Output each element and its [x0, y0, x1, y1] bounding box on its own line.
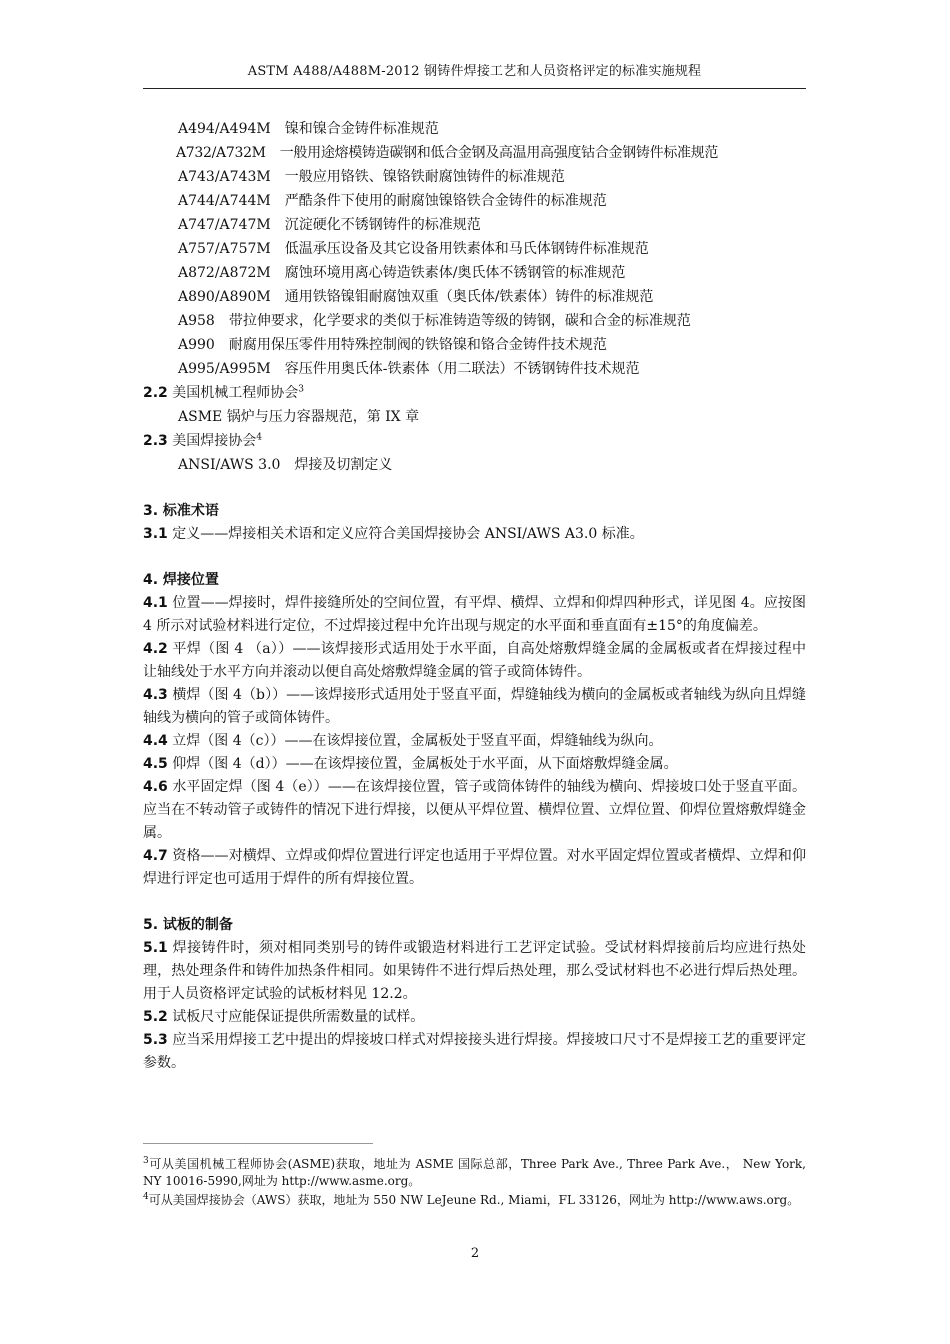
referenced-standards-list — [143, 117, 806, 381]
standard-item — [143, 357, 806, 381]
paragraph-number: 5.1 — [143, 940, 168, 956]
paragraph-number: 5.3 — [143, 1032, 168, 1048]
paragraph — [143, 937, 806, 1006]
paragraph — [143, 845, 806, 891]
standard-title: 带拉伸要求，化学要求的类似于标准铸造等级的铸钢，碳和合金的标准规范 — [228, 313, 691, 329]
paragraph-number: 3.1 — [143, 526, 168, 542]
standard-code: A990 — [178, 337, 215, 353]
paragraph — [143, 776, 806, 845]
paragraph — [143, 1006, 806, 1029]
section-2-2-heading — [143, 381, 806, 405]
paragraph-text: 水平固定焊（图 4（e））——在该焊接位置，管子或筒体铸件的轴线为横向、焊接坡口处于竖直平面。应当在不转动管子或铸件的情况下进行焊接，以便从平焊位置、横焊位置、立焊位置、仰焊位置熔敷焊缝金属。 — [143, 779, 807, 841]
standard-code: A744/A744M — [178, 193, 271, 209]
paragraph-text: 横焊（图 4（b））——该焊接形式适用处于竖直平面，焊缝轴线为横向的金属板或者轴线为纵向且焊缝轴线为横向的管子或筒体铸件。 — [143, 687, 806, 726]
paragraph — [143, 1029, 806, 1075]
footnote-text: 可从美国机械工程师协会(ASME)获取，地址为 ASME 国际总部，Three Park Ave., Three Park Ave.， New York, NY 10016-5990,网址为 http://www.asme.org。 — [143, 1157, 806, 1188]
paragraph-text: 位置——焊接时，焊件接缝所处的空间位置，有平焊、横焊、立焊和仰焊四种形式，详见图 4。应按图 4 所示对试验材料进行定位，不过焊接过程中允许出现与规定的水平面和垂直面有±15°的角度偏差。 — [143, 595, 807, 634]
section-2-3-item — [143, 453, 806, 477]
section-3-heading: 3. 标准术语 — [143, 503, 219, 519]
section-title: 美国机械工程师协会 — [172, 385, 299, 401]
paragraph-text: 资格——对横焊、立焊或仰焊位置进行评定也适用于平焊位置。对水平固定焊位置或者横焊、立焊和仰焊进行评定也可适用于焊件的所有焊接位置。 — [143, 848, 807, 887]
paragraph — [143, 753, 806, 776]
standard-title: 耐腐用保压零件用特殊控制阀的铁铬镍和铬合金铸件技术规范 — [228, 337, 607, 353]
standard-item — [143, 213, 806, 237]
standard-code: A747/A747M — [178, 217, 271, 233]
standard-code: ANSI/AWS 3.0 — [178, 457, 281, 473]
paragraph-number: 4.2 — [143, 641, 168, 657]
standard-item — [143, 117, 806, 141]
standard-code: A890/A890M — [178, 289, 271, 305]
running-header — [143, 62, 806, 89]
standard-code: A743/A743M — [178, 169, 271, 185]
footnote-divider — [143, 1143, 373, 1144]
section-number: 2.2 — [143, 385, 168, 401]
paragraph — [143, 638, 806, 684]
paragraph-text: 定义——焊接相关术语和定义应符合美国焊接协会 ANSI/AWS A3.0 标准。 — [172, 526, 644, 542]
paragraph — [143, 684, 806, 730]
standard-title: 容压件用奥氏体-铁素体（用二联法）不锈钢铸件技术规范 — [284, 361, 640, 377]
paragraph-number: 4.4 — [143, 733, 168, 749]
standard-code: A995/A995M — [178, 361, 271, 377]
paragraph — [143, 730, 806, 753]
standard-code: A732/A732M — [176, 145, 266, 161]
paragraph-text: 仰焊（图 4（d））——在该焊接位置，金属板处于水平面，从下面熔敷焊缝金属。 — [172, 756, 678, 772]
standard-title: 镍和镍合金铸件标准规范 — [284, 121, 439, 137]
paragraph-number: 4.6 — [143, 779, 168, 795]
paragraph-number: 5.2 — [143, 1009, 168, 1025]
standard-code: A757/A757M — [178, 241, 271, 257]
footnote-mark: 4 — [143, 1192, 149, 1202]
footnote-ref: 3 — [298, 384, 304, 395]
standard-code: A958 — [178, 313, 215, 329]
footnote-text: 可从美国焊接协会（AWS）获取，地址为 550 NW LeJeune Rd., Miami，FL 33126，网址为 http://www.aws.org。 — [148, 1193, 800, 1207]
footnote-ref: 4 — [256, 432, 262, 443]
standard-title: 焊接及切割定义 — [294, 457, 393, 473]
body-content — [143, 117, 806, 1075]
standard-item — [143, 333, 806, 357]
standard-item — [143, 285, 806, 309]
standard-item — [143, 261, 806, 285]
standard-item — [143, 237, 806, 261]
standard-item — [143, 165, 806, 189]
standard-title: 通用铁铬镍钼耐腐蚀双重（奥氏体/铁素体）铸件的标准规范 — [284, 289, 654, 305]
footnote-mark: 3 — [143, 1156, 149, 1166]
standard-item — [143, 141, 806, 165]
section-2-3-heading — [143, 429, 806, 453]
standard-code: A872/A872M — [178, 265, 271, 281]
paragraph-text: 立焊（图 4（c））——在该焊接位置，金属板处于竖直平面，焊缝轴线为纵向。 — [172, 733, 663, 749]
paragraph-number: 4.5 — [143, 756, 168, 772]
paragraph — [143, 523, 806, 546]
standard-title: 严酷条件下使用的耐腐蚀镍铬铁合金铸件的标准规范 — [284, 193, 607, 209]
standard-title: 沉淀硬化不锈钢铸件的标准规范 — [284, 217, 481, 233]
standard-title: 腐蚀环境用离心铸造铁素体/奥氏体不锈钢管的标准规范 — [284, 265, 626, 281]
paragraph — [143, 592, 806, 638]
standard-item — [143, 189, 806, 213]
standard-title: 一般用途熔模铸造碳钢和低合金钢及高温用高强度钴合金钢铸件标准规范 — [279, 145, 719, 161]
paragraph-number: 4.1 — [143, 595, 168, 611]
section-number: 2.3 — [143, 433, 168, 449]
standard-title: 一般应用铬铁、镍铬铁耐腐蚀铸件的标准规范 — [284, 169, 565, 185]
header-title: ASTM A488/A488M-2012 钢铸件焊接工艺和人员资格评定的标准实施规程 — [247, 64, 702, 79]
section-5-heading: 5. 试板的制备 — [143, 917, 233, 933]
standard-title: 低温承压设备及其它设备用铁素体和马氏体钢铸件标准规范 — [284, 241, 649, 257]
page-number: 2 — [470, 1246, 480, 1261]
paragraph-text: 平焊（图 4 （a））——该焊接形式适用处于水平面，自高处熔敷焊缝金属的金属板或者在焊接过程中让轴线处于水平方向并滚动以便自高处熔敷焊缝金属的管子或筒体铸件。 — [143, 641, 806, 680]
paragraph-text: 焊接铸件时，须对相同类别号的铸件或锻造材料进行工艺评定试验。受试材料焊接前后均应进行热处理，热处理条件和铸件加热条件相同。如果铸件不进行焊后热处理，那么受试材料也不必进行焊后热处理。用于人员资格评定试验的试板材料见 12.2。 — [143, 940, 807, 1002]
section-4-heading: 4. 焊接位置 — [143, 572, 219, 588]
paragraph-text: 试板尺寸应能保证提供所需数量的试样。 — [172, 1009, 425, 1025]
paragraph-text: 应当采用焊接工艺中提出的焊接坡口样式对焊接接头进行焊接。焊接坡口尺寸不是焊接工艺的重要评定参数。 — [143, 1032, 807, 1071]
paragraph-number: 4.3 — [143, 687, 168, 703]
footnote — [143, 1192, 806, 1209]
footnote — [143, 1156, 806, 1190]
section-title: 美国焊接协会 — [172, 433, 257, 449]
standard-item — [143, 309, 806, 333]
standard-code: A494/A494M — [178, 121, 271, 137]
section-2-2-item: ASME 锅炉与压力容器规范，第 IX 章 — [178, 409, 420, 425]
paragraph-number: 4.7 — [143, 848, 168, 864]
